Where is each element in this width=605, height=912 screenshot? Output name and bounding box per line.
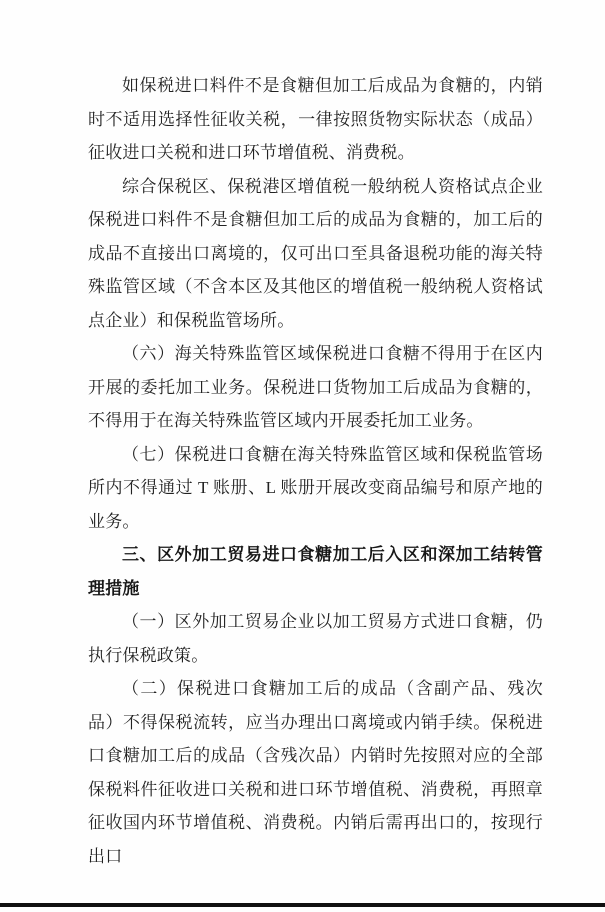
paragraph-item-6-entrusted-processing: （六）海关特殊监管区域保税进口食糖不得用于在区内开展的委托加工业务。保税进口货物加工后成品为食糖的，不得用于在海关特殊监管区域内开展委托加工业务。 xyxy=(88,344,543,430)
paragraph-item-2-finished-products: （二）保税进口食糖加工后的成品（含副产品、残次品）不得保税流转，应当办理出口离境或内销手续。保税进口食糖加工后的成品（含残次品）内销时先按照对应的全部保税料件征收进口关税和进口环节增值税、消费税，再照章征收国内环节增值税、消费税。内销后需再出口的，按现行出口 xyxy=(88,679,543,866)
paragraph-item-1-bonded-policy: （一）区外加工贸易企业以加工贸易方式进口食糖，仍执行保税政策。 xyxy=(88,612,543,665)
paragraph-comprehensive-bonded-zone-rule: 综合保税区、保税港区增值税一般纳税人资格试点企业保税进口料件不是食糖但加工后的成品为食糖的，加工后的成品不直接出口离境的，仅可出口至具备退税功能的海关特殊监管区域（不含本区及其他区的增值税一般纳税人资格试点企业）和保税监管场所。 xyxy=(88,176,543,330)
paragraph-domestic-sale-tax-rule: 如保税进口料件不是食糖但加工后成品为食糖的，内销时不适用选择性征收关税，一律按照货物实际状态（成品）征收进口关税和进口环节增值税、消费税。 xyxy=(88,76,543,162)
section-heading-part-three: 三、区外加工贸易进口食糖加工后入区和深加工结转管理措施 xyxy=(88,545,543,598)
document-text-block xyxy=(88,69,543,873)
paragraph-item-7-account-books: （七）保税进口食糖在海关特殊监管区域和保税监管场所内不得通过 T 账册、L 账册开展改变商品编号和原产地的业务。 xyxy=(88,444,543,531)
screenshot-bottom-edge xyxy=(0,903,605,907)
